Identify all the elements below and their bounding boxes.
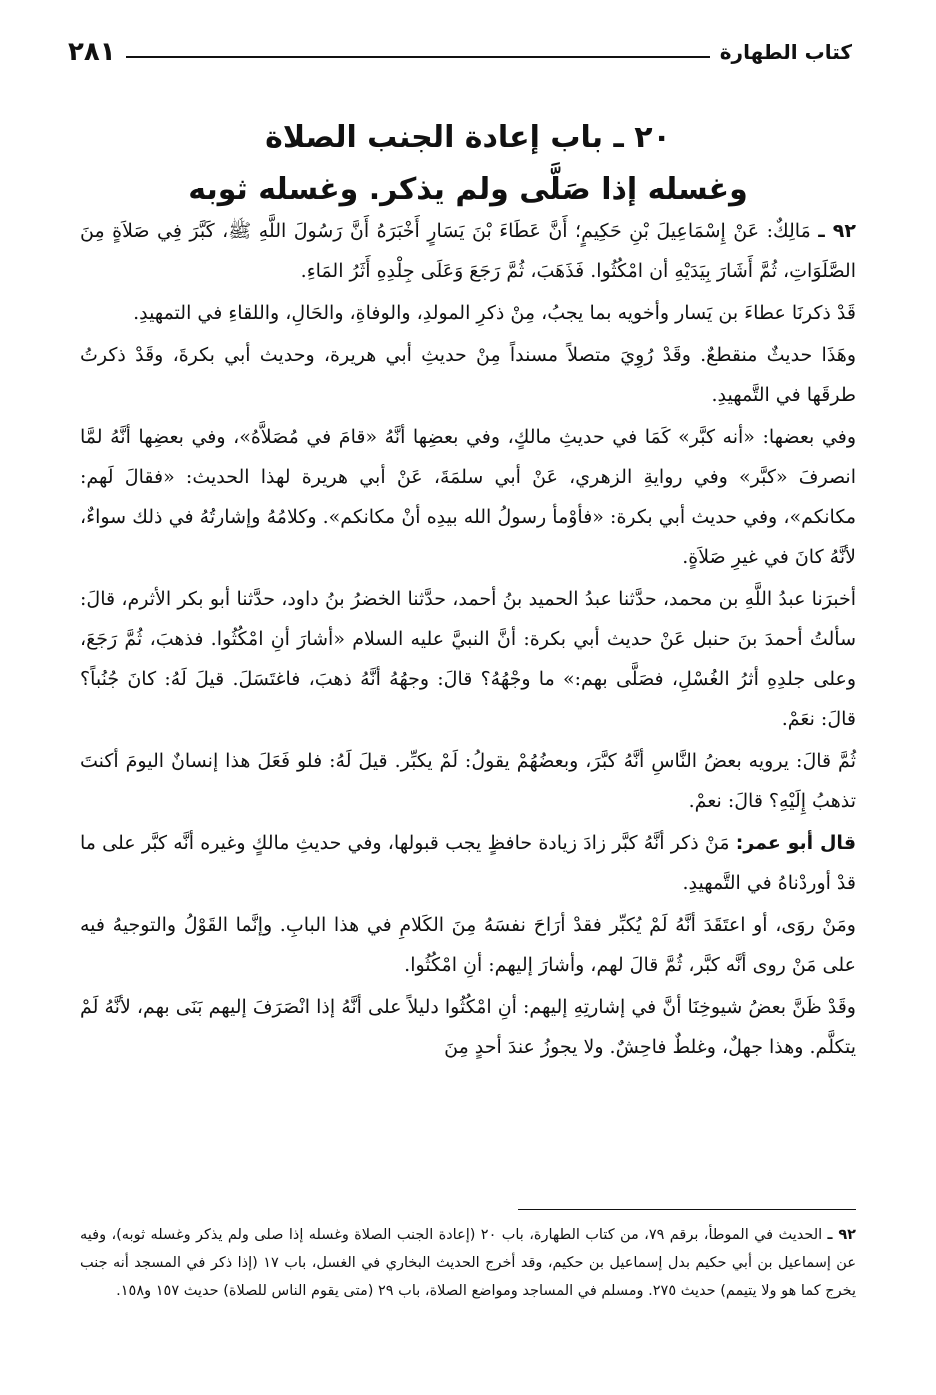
chapter-title-line-1: ٢٠ ـ باب إعادة الجنب الصلاة (265, 120, 671, 155)
paragraph-text: وفي بعضها: «أنه كبَّر» كَمَا في حديثِ مالكٍ، وفي بعضِها أنَّهُ «قامَ في مُصَلاَّهُ»، وفي بعضِها أنَّهُ لمَّا انصرفَ «كبَّر» وفي روايةِ الزهري، عَنْ أبي سلمَةَ، عَنْ أبي هريرة لهذا الحديث: «فقالَ لَهم: مكانكم»، وفي حديث أبي بكرة: «فأوْمأ رسولُ الله بيدِه أنْ مكانكم». وكلامُهُ وإشارتُهُ في ذلك سواءٌ، لأنَّهُ كانَ في غيرِ صَلاَةٍ. (80, 426, 856, 568)
footnote (80, 1221, 856, 1305)
paragraph-text: ثُمَّ قالَ: يرويه بعضُ النَّاسِ أنَّهُ كبَّرَ، وبعضُهُمْ يقولُ: لَمْ يكبِّر. قيلَ لَهُ: فلو فَعَلَ هذا إنسانٌ اليومَ أكنتَ تذهبُ إِلَيْهِ؟ قالَ: نعمْ. (80, 750, 856, 812)
commentary-paragraph (80, 417, 856, 577)
hadith-number: ٩٢ ـ (818, 220, 856, 242)
footnote-separator (518, 1209, 856, 1210)
footnote-text: الحديث في الموطأ، برقم ٧٩، من كتاب الطهارة، باب ٢٠ (إعادة الجنب الصلاة وغسله إذا صلى ولم يذكر وغسله ثوبه)، وفيه عن إسماعيل بن أبي حكيم بدل إسماعيل بن حكيم، وقد أخرج الحديث البخاري في الغسل، باب ١٧ (إذا ذكر في المسجد أنه جنب يخرج كما هو ولا يتيمم) حديث ٢٧٥. ومسلم في المساجد ومواضع الصلاة، باب ٢٩ (متى يقوم الناس للصلاة) حديث ١٥٧ و١٥٨. (80, 1227, 857, 1299)
paragraph-text: ومَنْ روَى، أو اعتَقَدَ أنَّهُ لَمْ يُكبِّر فقدْ أرَاحَ نفسَهُ مِنَ الكَلامِ في هذا البابِ. وإنَّما القَوْلُ والتوجيهُ فيه على مَنْ روى أنَّه كبَّر، ثُمَّ قالَ لهم، وأشارَ إليهم: أنِ امْكُثُوا. (80, 914, 856, 976)
paragraph-text: مَالِكٌ: عَنْ إِسْمَاعِيلَ بْنِ حَكِيمٍ؛ أَنَّ عَطَاءَ بْنَ يَسَارٍ أَخْبَرَهُ أَنَّ رَسُولَ اللَّهِ ﷺ، كَبَّرَ فِي صَلاَةٍ مِنَ الصَّلَوَاتِ، ثُمَّ أَشَارَ بِيَدَيْهِ أن امْكُثُوا. فَذَهَبَ، ثُمَّ رَجَعَ وَعَلَى جِلْدِهِ أَثَرُ المَاءِ. (80, 220, 856, 282)
hadith-paragraph (80, 211, 856, 291)
commentary-paragraph (80, 987, 856, 1067)
paragraph-text: وهَذَا حديثٌ منقطعٌ. وقَدْ رُوِيَ متصلاً مسنداً مِنْ حديثِ أبي هريرة، وحديث أبي بكرةَ، وقَدْ ذكرتُ طرقَها في التَّمهيدِ. (80, 344, 856, 406)
page-header (68, 34, 852, 70)
commentary-paragraph (80, 823, 856, 903)
chapter-title-line-2: وغسله إذا صَلَّى ولم يذكر. وغسله ثوبه (188, 172, 748, 207)
paragraph-text: مَنْ ذكر أنَّهُ كبَّر زادَ زيادة حافظٍ يجب قبولها، وفي حديثِ مالكٍ وغيره أنَّه كبَّر على ما قدْ أوردْناهُ في التَّمهيدِ. (80, 832, 856, 894)
commentary-paragraph (80, 293, 856, 333)
commentary-paragraph (80, 905, 856, 985)
running-title: كتاب الطهارة (719, 40, 852, 64)
paragraph-text: وقَدْ ظَنَّ بعضُ شيوخِنَا أنَّ في إشارتِهِ إليهم: أنِ امْكُثُوا دليلاً على أنَّهُ إذا انْصَرَفَ إليهم بَنَى بهم، لأنَّهُ لَمْ يتكلَّم. وهذا جهلٌ، وغلطٌ فاحِشٌ. ولا يجوزُ عندَ أحدٍ مِنَ (80, 996, 856, 1058)
commentary-paragraph (80, 335, 856, 415)
paragraph-text: أخبرَنا عبدُ اللَّهِ بن محمد، حدَّثنا عبدُ الحميد بنُ أحمد، حدَّثنا الخضرُ بنُ داود، حدَّثنا أبو بكر الأثرم، قالَ: سألتُ أحمدَ بنَ حنبل عَنْ حديث أبي بكرة: أنَّ النبيَّ عليه السلام «أشارَ أنِ امْكُثُوا. فذهبَ، ثُمَّ رَجَعَ، وعلى جلدِهِ أثرُ الغُسْلِ، فصَلَّى بهم:» ما وجْهُهُ؟ قالَ: وجهُهُ أنَّهُ ذهبَ، فاغتَسَلَ. قيلَ لَهُ: كانَ جُنُباً؟ قالَ: نعَمْ. (80, 588, 856, 730)
commentary-paragraph (80, 579, 856, 739)
footnote-number: ٩٢ ـ (827, 1227, 857, 1243)
author-label: قال أبو عمر: (735, 832, 857, 854)
page-number: ٢٨١ (68, 37, 116, 67)
main-text (80, 211, 856, 1069)
footnotes (80, 1221, 856, 1307)
commentary-paragraph (80, 741, 856, 821)
header-rule (126, 56, 710, 58)
paragraph-text: قَدْ ذكرنَا عطاءَ بن يَسار وأخويه بما يجبُ، مِنْ ذكرِ المولدِ، والوفاةِ، والحَالِ، واللقاءِ في التمهيدِ. (133, 302, 856, 324)
chapter-title (70, 112, 866, 216)
